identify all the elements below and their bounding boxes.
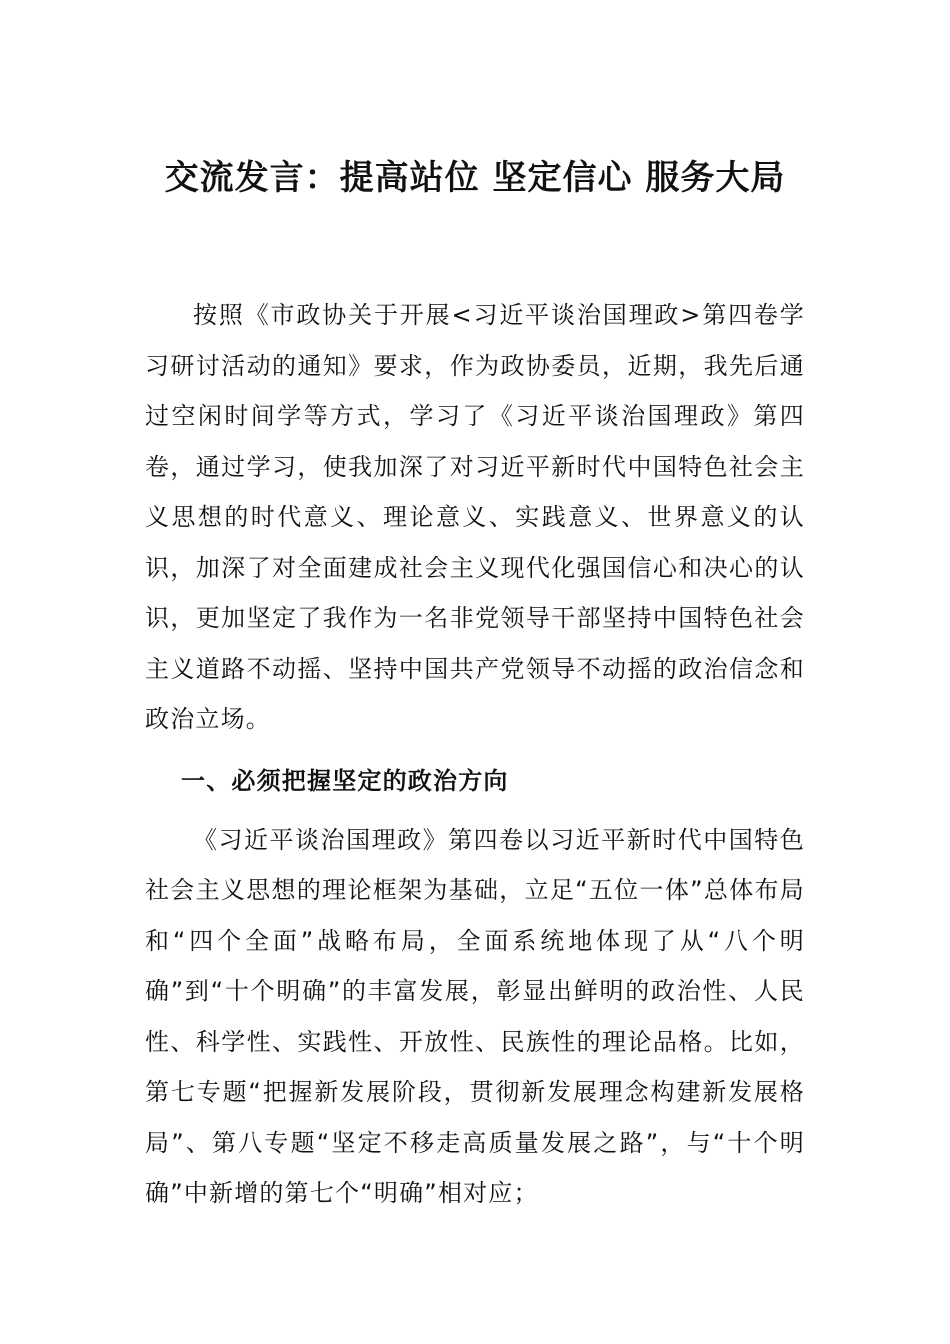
document-body bbox=[145, 290, 805, 1219]
section-paragraph: 《习近平谈治国理政》第四卷以习近平新时代中国特色社会主义思想的理论框架为基础，立足“五位一体”总体布局和“四个全面”战略布局，全面系统地体现了从“八个明确”到“十个明确”的丰富发展，彰显出鲜明的政治性、人民性、科学性、实践性、开放性、民族性的理论品格。比如，第七专题“把握新发展阶段，贯彻新发展理念构建新发展格局”、第八专题“坚定不移走高质量发展之路”，与“十个明确”中新增的第七个“明确”相对应； bbox=[145, 825, 805, 1207]
section-heading: 一、必须把握坚定的政治方向 bbox=[181, 766, 509, 795]
intro-paragraph: 按照《市政协关于开展<习近平谈治国理政>第四卷学习研讨活动的通知》要求，作为政协委员，近期，我先后通过空闲时间学等方式，学习了《习近平谈治国理政》第四卷，通过学习，使我加深了对习近平新时代中国特色社会主义思想的时代意义、理论意义、实践意义、世界意义的认识，加深了对全面建成社会主义现代化强国信心和决心的认识，更加坚定了我作为一名非党领导干部坚持中国特色社会主义道路不动摇、坚持中国共产党领导不动摇的政治信念和政治立场。 bbox=[145, 301, 805, 733]
document-title: 交流发言：提高站位 坚定信心 服务大局 bbox=[164, 158, 786, 198]
